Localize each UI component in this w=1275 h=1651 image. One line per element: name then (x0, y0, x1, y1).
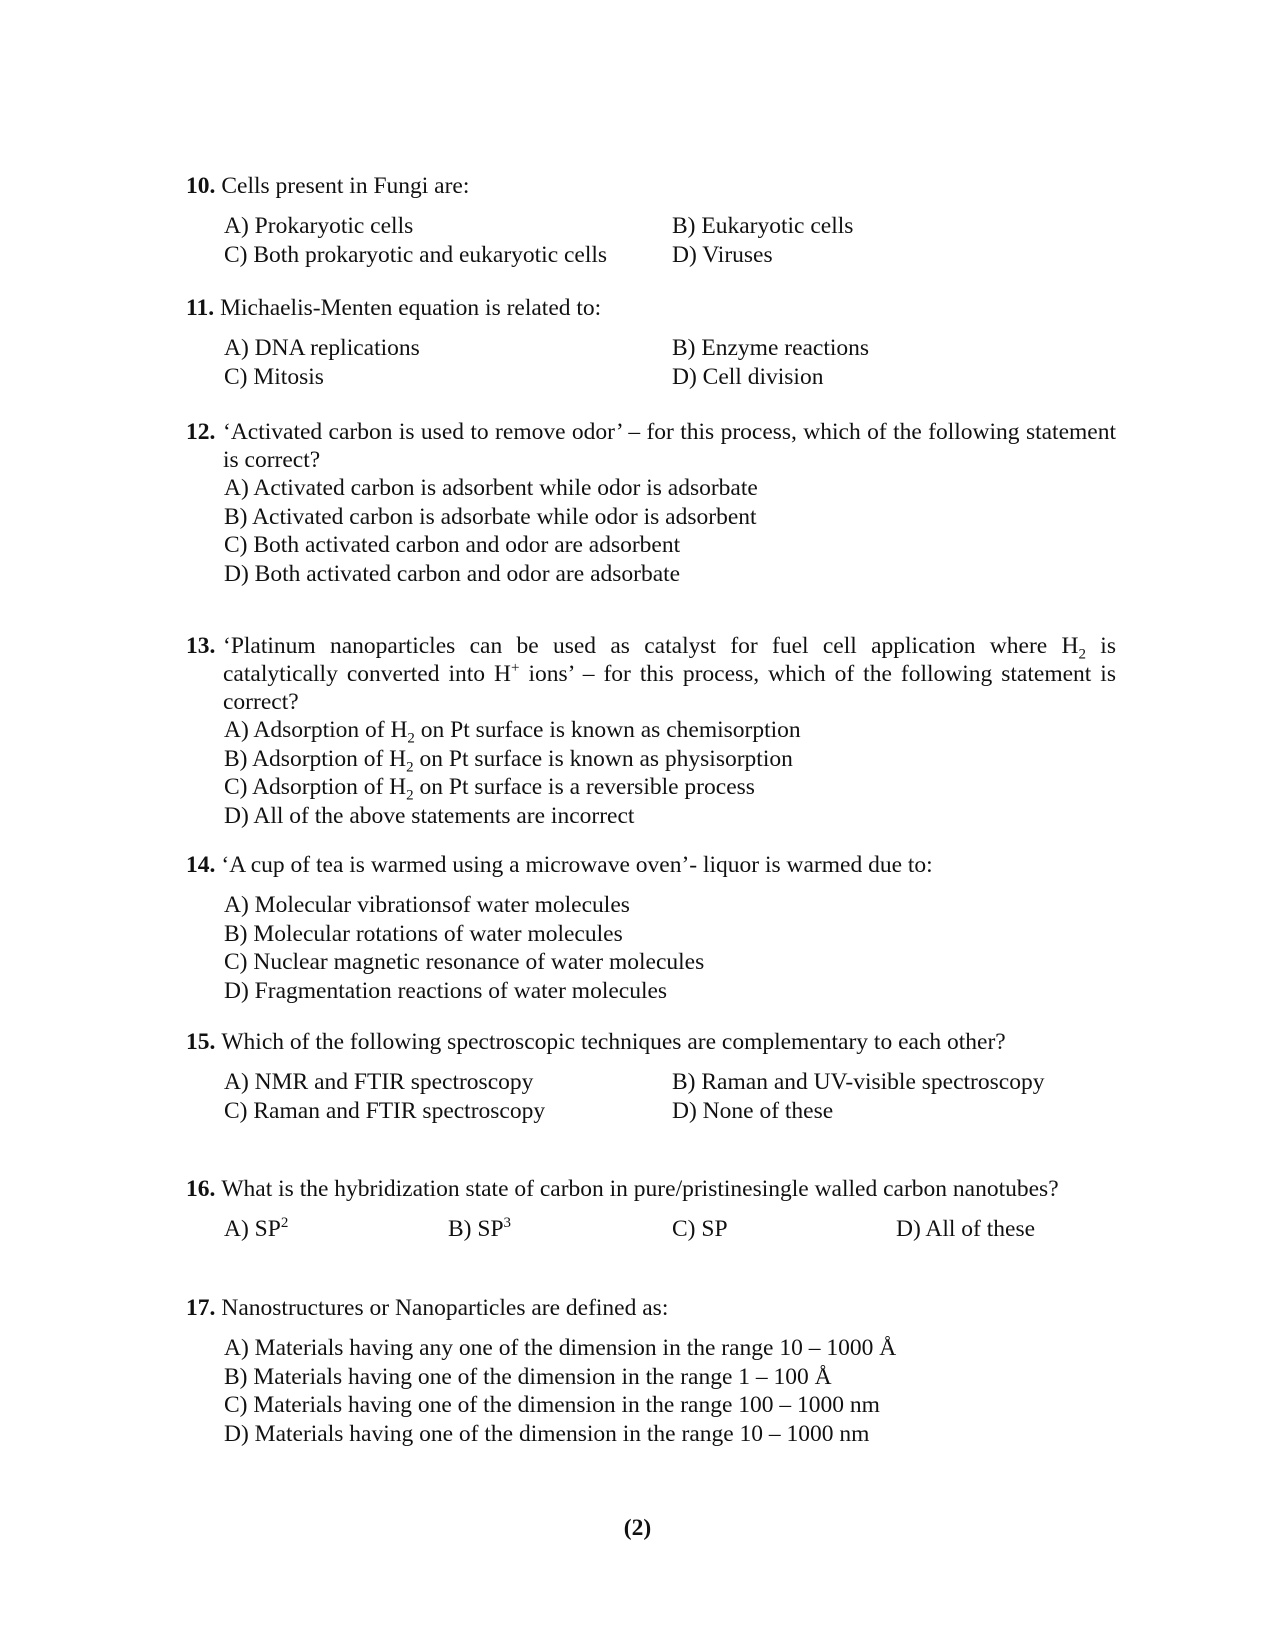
options (224, 474, 1116, 588)
option-c: C) Nuclear magnetic resonance of water molecules (224, 949, 705, 976)
option-d: D) Materials having one of the dimension in the range 10 – 1000 nm (224, 1420, 870, 1447)
question-10 (186, 172, 1116, 269)
option-a: A) $SP^2$ (224, 1215, 289, 1242)
question-number: 14. (186, 852, 216, 878)
option-b: B) Eukaryotic cells (672, 213, 854, 239)
question-stem: Michaelis-Menten equation is related to: (220, 295, 602, 321)
question-14 (186, 851, 1116, 1005)
question-number: 16. (186, 1176, 216, 1202)
option-b: B) Raman and UV-visible spectroscopy (672, 1069, 1045, 1095)
question-12 (186, 418, 1116, 588)
option-d: D) Fragmentation reactions of water molecules (224, 977, 668, 1004)
option-d: D) None of these (672, 1097, 834, 1124)
question-number: 13. (186, 633, 216, 659)
option-a: A) Molecular vibrationsof water molecules (224, 892, 630, 918)
option-c: C) SP (672, 1216, 728, 1242)
option-a: A) Adsorption of $H_2$ on Pt surface is known as chemisorption (224, 717, 801, 747)
option-c: C) Mitosis (224, 363, 324, 390)
question-number: 15. (186, 1029, 216, 1055)
option-d: D) Viruses (672, 241, 773, 268)
option-a: A) Materials having any one of the dimension in the range 10 – 1000 Å (224, 1335, 897, 1361)
question-stem: ‘Activated carbon is used to remove odor’ – for this process, which of the following statement is correct? (223, 419, 1116, 473)
question-number: 11. (186, 295, 215, 321)
page-number: (2) (623, 1515, 652, 1541)
question-stem: Cells present in Fungi are: (221, 173, 470, 199)
options (224, 891, 1116, 1005)
question-number: 12. (186, 419, 216, 445)
options (224, 716, 1116, 830)
question-number: 17. (186, 1295, 216, 1321)
question-13 (186, 632, 1116, 830)
option-c: C) Both prokaryotic and eukaryotic cells (224, 241, 608, 268)
option-a: A) Prokaryotic cells (224, 213, 414, 239)
option-d: D) All of these (896, 1216, 1036, 1242)
question-stem: Nanostructures or Nanoparticles are defined as: (221, 1295, 669, 1321)
option-c: C) Raman and FTIR spectroscopy (224, 1097, 546, 1124)
option-d: D) Both activated carbon and odor are adsorbate (224, 560, 681, 587)
options (224, 1334, 1116, 1448)
question-stem: ‘Platinum nanoparticles can be used as catalyst for fuel cell application where $H_2$ is catalytically converted into H+ ions’ – for this process, which of the following statement is correct? (223, 633, 1116, 715)
option-b: B) Materials having one of the dimension in the range 1 – 100 Å (224, 1363, 832, 1390)
options (224, 212, 1116, 269)
option-b: B) Molecular rotations of water molecules (224, 920, 623, 947)
option-c: C) Adsorption of $H_2$ on Pt surface is a reversible process (224, 774, 755, 804)
question-stem: ‘A cup of tea is warmed using a microwave oven’- liquor is warmed due to: (221, 852, 933, 878)
question-stem: What is the hybridization state of carbon in pure/pristinesingle walled carbon nanotubes? (221, 1176, 1059, 1202)
options (224, 1215, 1116, 1244)
option-a: A) NMR and FTIR spectroscopy (224, 1069, 534, 1095)
question-11 (186, 294, 1116, 391)
question-stem: Which of the following spectroscopic techniques are complementary to each other? (221, 1029, 1006, 1055)
question-15 (186, 1028, 1116, 1125)
option-b: B) Activated carbon is adsorbate while odor is adsorbent (224, 503, 757, 530)
option-d: D) All of the above statements are incorrect (224, 802, 635, 829)
question-number: 10. (186, 173, 216, 199)
option-c: C) Materials having one of the dimension in the range 100 – 1000 nm (224, 1392, 880, 1419)
option-a: A) Activated carbon is adsorbent while odor is adsorbate (224, 475, 758, 501)
question-17 (186, 1294, 1116, 1448)
question-16 (186, 1175, 1116, 1244)
options (224, 1068, 1116, 1125)
option-b: B) Enzyme reactions (672, 335, 870, 361)
option-a: A) DNA replications (224, 335, 420, 361)
option-b: B) Adsorption of $H_2$ on Pt surface is known as physisorption (224, 745, 793, 776)
options (224, 334, 1116, 391)
option-c: C) Both activated carbon and odor are adsorbent (224, 532, 681, 559)
option-b: B) $SP^3$ (448, 1215, 512, 1242)
option-d: D) Cell division (672, 363, 824, 390)
